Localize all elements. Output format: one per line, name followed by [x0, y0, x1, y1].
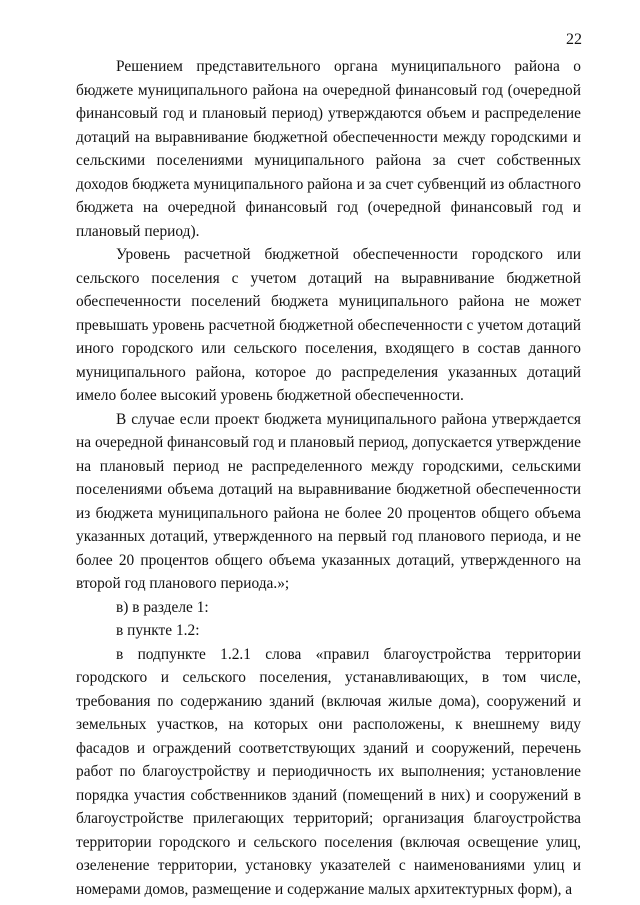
- page-number: 22: [566, 31, 582, 48]
- document-body: [76, 55, 581, 901]
- paragraph-subsidies-decision: Решением представительного органа муниципального района о бюджете муниципального района на очередной финансовый год (очередной финансовый год и плановый период) утверждаются объем и распределение дотаций на выравнивание бюджетной обеспеченности между городскими и сельскими поселениями муниципального района за счет собственных доходов бюджета муниципального района и за счет субвенций из областного бюджета на очередной финансовый год (очередной финансовый год и плановый период).: [76, 58, 581, 240]
- paragraph-budget-provision-level: Уровень расчетной бюджетной обеспеченности городского или сельского поселения с учетом дотаций на выравнивание бюджетной обеспеченности поселений бюджета муниципального района не может превышать уровень расчетной бюджетной обеспеченности с учетом дотаций иного городского или сельского поселения, входящего в состав данного муниципального района, которое до распределения указанных дотаций имело более высокий уровень бюджетной обеспеченности.: [76, 246, 581, 404]
- paragraph-section-1: в) в разделе 1:: [116, 598, 209, 616]
- paragraph-planning-period: В случае если проект бюджета муниципального района утверждается на очередной финансовый год и плановый период, допускается утверждение на плановый период не распределенного между городскими, сельскими поселениями объема дотаций на выравнивание бюджетной обеспеченности из бюджета муниципального района не более 20 процентов общего объема указанных дотаций, утвержденного на первый год планового периода, и не более 20 процентов общего объема указанных дотаций, утвержденного на второй год планового периода.»;: [76, 410, 581, 592]
- paragraph-clause-1-2: в пункте 1.2:: [116, 622, 200, 639]
- paragraph-subclause-1-2-1: в подпункте 1.2.1 слова «правил благоустройства территории городского и сельского поселения, устанавливающих, в том числе, требования по содержанию зданий (включая жилые дома), сооружений и земельных участков, на которых они расположены, к внешнему виду фасадов и ограждений соответствующих зданий и сооружений, перечень работ по благоустройству и периодичность их выполнения; установление порядка участия собственников зданий (помещений в них) и сооружений в благоустройстве прилегающих территорий; организация благоустройства территории городского и сельского поселения (включая освещение улиц, озеленение территории, установку указателей с наименованиями улиц и номерами домов, размещение и содержание малых архитектурных форм), а: [76, 645, 581, 898]
